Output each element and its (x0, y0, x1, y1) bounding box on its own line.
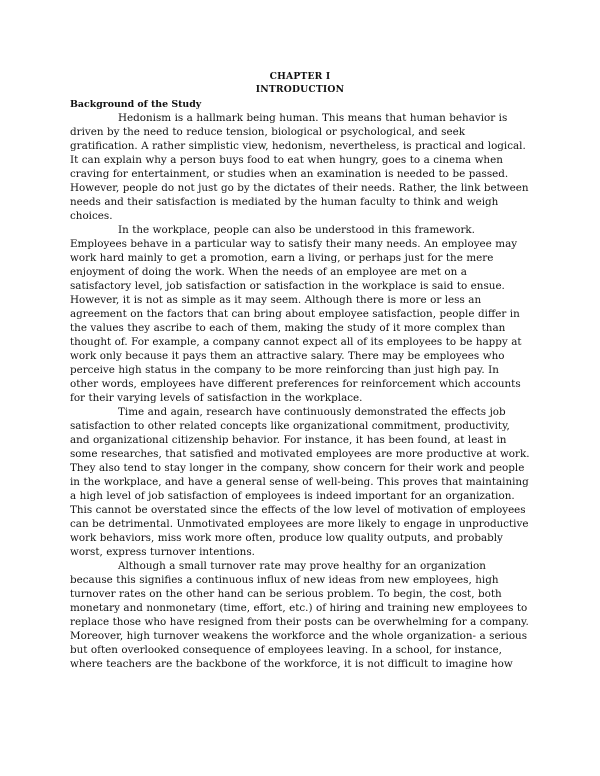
paragraph-1: Hedonism is a hallmark being human. This means that human behavior is driven by the need to reduce tension, biological or psychological, and seek gratification. A rather simplistic view, hedonism, nevertheless, is practical and logical. It can explain why a person buys food to eat when hungry, goes to a cinema when craving for entertainment, or studies when an examination is needed to be passed. However, people do not just go by the dictates of their needs. Rather, the link between needs and their satisfaction is mediated by the human faculty to think and weigh choices. (70, 112, 529, 222)
chapter-label: CHAPTER I (269, 71, 331, 82)
section-heading: Background of the Study (70, 99, 202, 110)
paragraph-2: In the workplace, people can also be understood in this framework. Employees behave in a particular way to satisfy their many needs. An employee may work hard mainly to get a promotion, earn a living, or perhaps just for the mere enjoyment of doing the work. When the needs of an employee are met on a satisfactory level, job satisfaction or satisfaction in the workplace is said to ensue. However, it is not as simple as it may seem. Although there is more or less an agreement on the factors that can bring about employee satisfaction, people differ in the values they ascribe to each of them, making the study of it more complex than thought of. For example, a company cannot expect all of its employees to be happy at work only because it pays them an attractive salary. There may be employees who perceive high status in the company to be more reinforcing than just high pay. In other words, employees have different preferences for reinforcement which accounts for their varying levels of satisfaction in the workplace. (70, 224, 522, 404)
paragraph-4: Although a small turnover rate may prove healthy for an organization because this signifies a continuous influx of new ideas from new employees, high turnover rates on the other hand can be serious problem. To begin, the cost, both monetary and nonmonetary (time, effort, etc.) of hiring and training new employees to replace those who have resigned from their posts can be overwhelming for a company. Moreover, high turnover weakens the workforce and the whole organization- a serious but often overlooked consequence of employees leaving. In a school, for instance, where teachers are the backbone of the workforce, it is not difficult to imagine how (70, 560, 529, 670)
chapter-title: INTRODUCTION (255, 84, 345, 95)
paragraph-3: Time and again, research have continuously demonstrated the effects job satisfaction to other related concepts like organizational commitment, productivity, and organizational citizenship behavior. For instance, it has been found, at least in some researches, that satisfied and motivated employees are more productive at work. They also tend to stay longer in the company, show concern for their work and people in the workplace, and have a general sense of well-being. This proves that maintaining a high level of job satisfaction of employees is indeed important for an organization. This cannot be overstated since the effects of the low level of motivation of employees can be detrimental. Unmotivated employees are more likely to engage in unproductive work behaviors, miss work more often, produce low quality outputs, and probably worst, express turnover intentions. (70, 406, 530, 558)
document-page (70, 70, 530, 671)
